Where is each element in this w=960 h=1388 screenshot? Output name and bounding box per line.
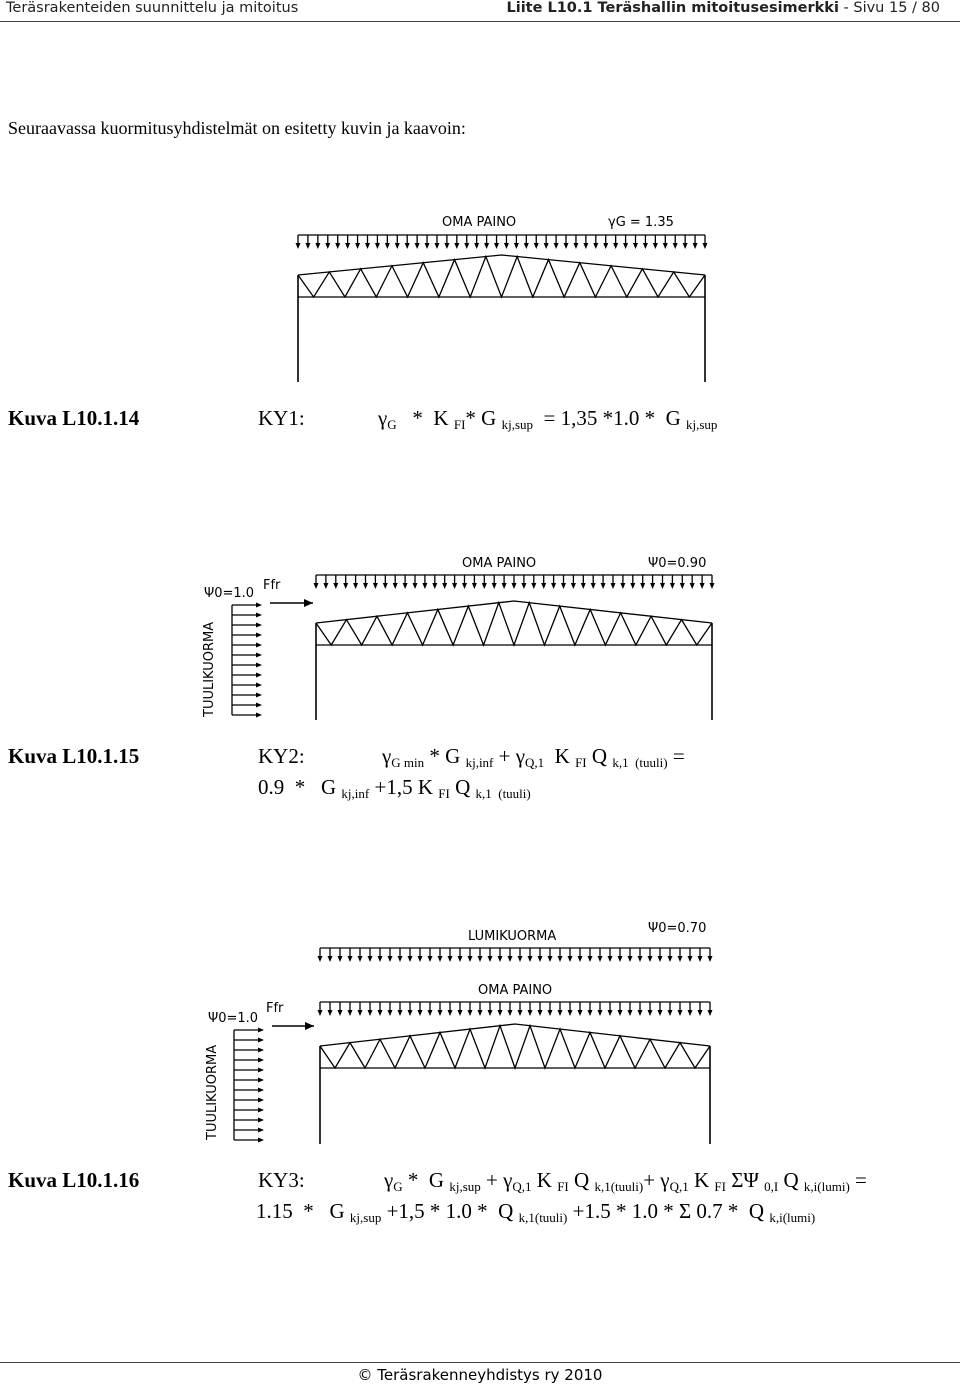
load-arrow-head xyxy=(571,583,576,589)
fig3-snow-factor: Ψ0=0.70 xyxy=(648,921,707,936)
figure-ky1-diagram xyxy=(0,200,960,390)
load-arrow-head xyxy=(554,243,559,249)
wind-arrow-head xyxy=(256,603,262,608)
load-arrow-head xyxy=(338,956,343,962)
header-page-info xyxy=(506,0,940,16)
load-arrow-head xyxy=(650,583,655,589)
load-arrow-head xyxy=(591,583,596,589)
fig2-truss-frame xyxy=(316,601,712,720)
load-arrow-head xyxy=(378,956,383,962)
load-arrow-head xyxy=(368,1010,373,1016)
load-arrow-head xyxy=(335,243,340,249)
load-arrow-head xyxy=(468,956,473,962)
load-arrow-head xyxy=(551,583,556,589)
load-arrow-head xyxy=(573,243,578,249)
load-arrow-head xyxy=(296,243,301,249)
load-arrow-head xyxy=(611,583,616,589)
fig3-load-label: OMA PAINO xyxy=(478,983,553,998)
load-arrow-head xyxy=(601,583,606,589)
load-arrow-head xyxy=(561,583,566,589)
load-arrow-head xyxy=(608,956,613,962)
fig3-load-arrows xyxy=(318,1002,713,1016)
load-arrow-head xyxy=(434,243,439,249)
wind-arrow-head xyxy=(258,1058,264,1063)
wind-arrow-head xyxy=(258,1038,264,1043)
footer-copyright: © Teräsrakenneyhdistys ry 2010 xyxy=(357,1366,603,1384)
load-arrow-head xyxy=(693,243,698,249)
fig3-snow-arrows xyxy=(318,948,713,962)
web-diagonals xyxy=(320,1026,710,1068)
intro-text: Seuraavassa kuormitusyhdistelmät on esitetty kuvin ja kaavoin: xyxy=(8,118,466,138)
load-arrow-head xyxy=(458,1010,463,1016)
web-diagonals xyxy=(298,257,705,297)
fig3-caption xyxy=(8,1168,139,1193)
load-arrow-head xyxy=(663,243,668,249)
load-arrow-head xyxy=(514,243,519,249)
load-arrow-head xyxy=(318,956,323,962)
fig2-caption xyxy=(8,744,139,769)
fig3-wind-arrows xyxy=(234,1028,264,1143)
load-arrow-head xyxy=(660,583,665,589)
wind-arrow-head xyxy=(256,633,262,638)
wind-arrow-head xyxy=(256,613,262,618)
load-arrow-head xyxy=(628,956,633,962)
load-arrow-head xyxy=(484,243,489,249)
load-arrow-head xyxy=(593,243,598,249)
load-arrow-head xyxy=(315,243,320,249)
load-arrow-head xyxy=(428,1010,433,1016)
load-arrow-head xyxy=(583,243,588,249)
wind-arrow-head xyxy=(258,1128,264,1133)
load-arrow-head xyxy=(668,1010,673,1016)
load-arrow-head xyxy=(422,583,427,589)
web-diagonals xyxy=(316,603,712,645)
load-arrow-head xyxy=(388,1010,393,1016)
load-arrow-head xyxy=(398,1010,403,1016)
load-arrow-head xyxy=(418,956,423,962)
load-arrow-head xyxy=(325,243,330,249)
load-arrow-head xyxy=(444,243,449,249)
load-arrow-head xyxy=(418,1010,423,1016)
load-arrow-head xyxy=(581,583,586,589)
wind-arrow-head xyxy=(258,1138,264,1143)
load-arrow-head xyxy=(618,1010,623,1016)
load-arrow-head xyxy=(348,1010,353,1016)
header-rule xyxy=(0,21,960,22)
load-arrow-head xyxy=(670,583,675,589)
wind-arrow-head xyxy=(256,653,262,658)
load-arrow-head xyxy=(348,956,353,962)
load-arrow-head xyxy=(415,243,420,249)
load-arrow-head xyxy=(508,956,513,962)
load-arrow-head xyxy=(343,583,348,589)
wind-arrow-head xyxy=(258,1078,264,1083)
load-arrow-head xyxy=(438,956,443,962)
fig2-wind-arrows xyxy=(232,603,262,718)
load-arrow-head xyxy=(568,956,573,962)
load-arrow-head xyxy=(628,1010,633,1016)
load-arrow-head xyxy=(588,956,593,962)
load-arrow-head xyxy=(388,956,393,962)
load-arrow-head xyxy=(678,956,683,962)
load-arrow-head xyxy=(468,1010,473,1016)
load-arrow-head xyxy=(558,1010,563,1016)
load-arrow-head xyxy=(353,583,358,589)
load-arrow-head xyxy=(318,1010,323,1016)
load-arrow-head xyxy=(518,956,523,962)
load-arrow-head xyxy=(568,1010,573,1016)
load-arrow-head xyxy=(408,956,413,962)
load-arrow-head xyxy=(534,243,539,249)
fig2-load-label: OMA PAINO xyxy=(462,556,537,571)
wind-arrow-head xyxy=(258,1118,264,1123)
load-arrow-head xyxy=(478,956,483,962)
fig1-caption xyxy=(8,406,139,431)
fig3-wind-factor: Ψ0=1.0 xyxy=(208,1011,259,1026)
load-arrow-head xyxy=(338,1010,343,1016)
load-arrow-head xyxy=(478,1010,483,1016)
load-arrow-head xyxy=(603,243,608,249)
load-arrow-head xyxy=(541,583,546,589)
wind-arrow-head xyxy=(258,1048,264,1053)
wind-arrow-head xyxy=(256,643,262,648)
load-arrow-head xyxy=(365,243,370,249)
load-arrow-head xyxy=(375,243,380,249)
load-arrow-head xyxy=(448,956,453,962)
load-arrow-head xyxy=(558,956,563,962)
load-arrow-head xyxy=(464,243,469,249)
fig1-factor-label: γG = 1.35 xyxy=(608,215,674,230)
fig3-formula-line2: 1.15 * G $_{kj,sup}$ +1,5 * 1.0 * Q $_{k,1(tuuli)}$ +1.5 * 1.0 * Σ 0.7 * Q $_{k,i(lumi)}$ xyxy=(256,1199,816,1225)
load-arrow-head xyxy=(492,583,497,589)
load-arrow-head xyxy=(518,1010,523,1016)
fig1-load-label: OMA PAINO xyxy=(442,215,517,230)
load-arrow-head xyxy=(323,583,328,589)
wind-arrow-head xyxy=(258,1088,264,1093)
fig3-formula-line1: $\gamma_G$ * G $_{kj,sup} + \gamma_{Q,1}$ K $_{FI}$ Q $_{k,1(tuuli)}+ \gamma_{Q,1}$ K $_{FI}$ ΣΨ $_{0,I}$ Q $_{k,i(lumi)}$ = xyxy=(384,1168,867,1194)
load-arrow-head xyxy=(368,956,373,962)
fig3-wind-label: TUULIKUORMA xyxy=(205,1044,220,1140)
fig3-truss-frame xyxy=(320,1024,710,1144)
load-arrow-head xyxy=(358,1010,363,1016)
load-arrow-head xyxy=(678,1010,683,1016)
load-arrow-head xyxy=(428,956,433,962)
load-arrow-head xyxy=(698,1010,703,1016)
load-arrow-head xyxy=(512,583,517,589)
load-arrow-head xyxy=(454,243,459,249)
load-arrow-head xyxy=(488,956,493,962)
load-arrow-head xyxy=(395,243,400,249)
load-arrow-head xyxy=(688,956,693,962)
load-arrow-head xyxy=(643,243,648,249)
load-arrow-head xyxy=(452,583,457,589)
load-arrow-head xyxy=(413,583,418,589)
wind-arrow-head xyxy=(256,683,262,688)
load-arrow-head xyxy=(358,956,363,962)
header-page-number: - Sivu 15 / 80 xyxy=(838,0,940,16)
fig1-truss-frame xyxy=(298,255,705,382)
header-appendix-title: Liite L10.1 Teräshallin mitoitusesimerkki xyxy=(506,0,839,16)
wind-arrow-head xyxy=(256,713,262,718)
load-arrow-head xyxy=(528,1010,533,1016)
fig2-load-arrows xyxy=(314,575,715,589)
load-arrow-head xyxy=(698,956,703,962)
load-arrow-head xyxy=(355,243,360,249)
load-arrow-head xyxy=(638,956,643,962)
load-arrow-head xyxy=(658,956,663,962)
load-arrow-head xyxy=(618,956,623,962)
fig2-formula-line2: 0.9 * G $_{kj,inf}$ +1,5 K $_{FI}$ Q $_{k,1 (tuuli)}$ xyxy=(258,775,531,801)
load-arrow-head xyxy=(363,583,368,589)
load-arrow-head xyxy=(314,583,319,589)
load-arrow-head xyxy=(640,583,645,589)
load-arrow-head xyxy=(548,1010,553,1016)
load-arrow-head xyxy=(528,956,533,962)
load-arrow-head xyxy=(504,243,509,249)
load-arrow-head xyxy=(648,1010,653,1016)
load-arrow-head xyxy=(673,243,678,249)
load-arrow-head xyxy=(393,583,398,589)
load-arrow-head xyxy=(588,1010,593,1016)
load-arrow-head xyxy=(498,1010,503,1016)
load-arrow-head xyxy=(508,1010,513,1016)
load-arrow-head xyxy=(524,243,529,249)
load-arrow-head xyxy=(544,243,549,249)
load-arrow-head xyxy=(683,243,688,249)
fig2-factor-label: Ψ0=0.90 xyxy=(648,556,707,571)
load-arrow-head xyxy=(648,956,653,962)
fig3-force-label: Ffr xyxy=(266,1001,284,1016)
footer-rule xyxy=(0,1362,960,1363)
header-document-title: Teräsrakenteiden suunnittelu ja mitoitus xyxy=(6,0,299,16)
load-arrow-head xyxy=(703,243,708,249)
load-arrow-head xyxy=(630,583,635,589)
fig3-combo-label: KY3: xyxy=(258,1168,305,1192)
load-arrow-head xyxy=(700,583,705,589)
load-arrow-head xyxy=(438,1010,443,1016)
load-arrow-head xyxy=(462,583,467,589)
load-arrow-head xyxy=(378,1010,383,1016)
load-arrow-head xyxy=(578,1010,583,1016)
load-arrow-head xyxy=(638,1010,643,1016)
wind-arrow-head xyxy=(258,1028,264,1033)
wind-arrow-head xyxy=(256,623,262,628)
load-arrow-head xyxy=(538,956,543,962)
load-arrow-head xyxy=(531,583,536,589)
load-arrow-head xyxy=(385,243,390,249)
load-arrow-head xyxy=(708,956,713,962)
fig2-formula-line1: $\gamma_{G min}$ * G $_{kj,inf} + \gamma_{Q,1}$ K $_{FI}$ Q $_{k,1 (tuuli)}$ = xyxy=(382,744,685,770)
wind-arrow-head xyxy=(256,673,262,678)
wind-arrow-head xyxy=(258,1068,264,1073)
load-arrow-head xyxy=(608,1010,613,1016)
fig2-combo-label: KY2: xyxy=(258,744,305,768)
fig2-force-label: Ffr xyxy=(263,578,281,593)
load-arrow-head xyxy=(521,583,526,589)
fig2-caption-label: Kuva L10.1.15 xyxy=(8,744,140,768)
fig3-caption-label: Kuva L10.1.16 xyxy=(8,1168,140,1192)
load-arrow-head xyxy=(398,956,403,962)
load-arrow-head xyxy=(578,956,583,962)
fig2-wind-label: TUULIKUORMA xyxy=(202,621,217,717)
load-arrow-head xyxy=(432,583,437,589)
load-arrow-head xyxy=(548,956,553,962)
wind-arrow-head xyxy=(258,1098,264,1103)
load-arrow-head xyxy=(482,583,487,589)
load-arrow-head xyxy=(538,1010,543,1016)
fig2-wind-factor: Ψ0=1.0 xyxy=(204,586,255,601)
load-arrow-head xyxy=(472,583,477,589)
load-arrow-head xyxy=(598,956,603,962)
load-arrow-head xyxy=(448,1010,453,1016)
load-arrow-head xyxy=(564,243,569,249)
load-arrow-head xyxy=(458,956,463,962)
load-arrow-head xyxy=(328,1010,333,1016)
load-arrow-head xyxy=(688,1010,693,1016)
load-arrow-head xyxy=(668,956,673,962)
fig1-formula: $\gamma_G$ * K $_{FI}$* G $_{kj,sup}$ = 1,35 *1.0 * G $_{kj,sup}$ xyxy=(378,406,718,432)
load-arrow-head xyxy=(305,243,310,249)
load-arrow-head xyxy=(373,583,378,589)
load-arrow-head xyxy=(425,243,430,249)
fig3-snow-label: LUMIKUORMA xyxy=(468,929,557,944)
fig1-load-arrows xyxy=(296,235,708,249)
load-arrow-head xyxy=(474,243,479,249)
load-arrow-head xyxy=(408,1010,413,1016)
load-arrow-head xyxy=(442,583,447,589)
wind-arrow-head xyxy=(256,693,262,698)
load-arrow-head xyxy=(623,243,628,249)
load-arrow-head xyxy=(405,243,410,249)
fig1-combo-label: KY1: xyxy=(258,406,305,430)
load-arrow-head xyxy=(620,583,625,589)
wind-arrow-head xyxy=(256,663,262,668)
load-arrow-head xyxy=(690,583,695,589)
load-arrow-head xyxy=(403,583,408,589)
load-arrow-head xyxy=(502,583,507,589)
load-arrow-head xyxy=(680,583,685,589)
load-arrow-head xyxy=(710,583,715,589)
load-arrow-head xyxy=(708,1010,713,1016)
load-arrow-head xyxy=(488,1010,493,1016)
wind-arrow-head xyxy=(258,1108,264,1113)
load-arrow-head xyxy=(494,243,499,249)
load-arrow-head xyxy=(333,583,338,589)
load-arrow-head xyxy=(383,583,388,589)
figure-ky2-diagram xyxy=(0,545,960,725)
load-arrow-head xyxy=(598,1010,603,1016)
load-arrow-head xyxy=(653,243,658,249)
load-arrow-head xyxy=(613,243,618,249)
load-arrow-head xyxy=(498,956,503,962)
fig1-caption-label: Kuva L10.1.14 xyxy=(8,406,140,430)
load-arrow-head xyxy=(345,243,350,249)
figure-ky3-diagram xyxy=(0,918,960,1148)
load-arrow-head xyxy=(328,956,333,962)
load-arrow-head xyxy=(633,243,638,249)
wind-arrow-head xyxy=(256,703,262,708)
load-arrow-head xyxy=(658,1010,663,1016)
